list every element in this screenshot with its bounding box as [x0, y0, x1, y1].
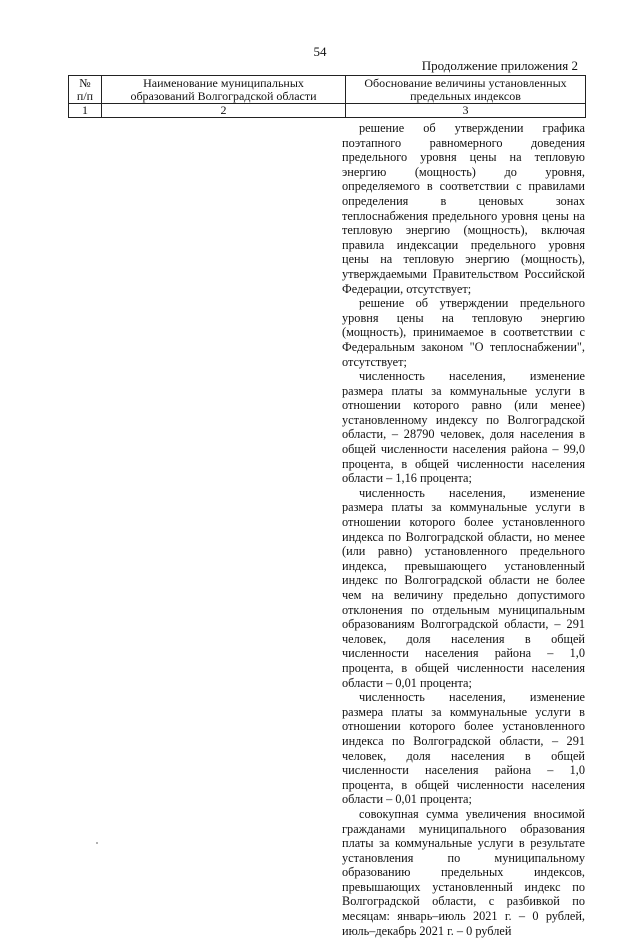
rationale-text — [342, 121, 585, 938]
page-number: 54 — [313, 44, 327, 59]
paragraph-schedule-decision: решение об утверждении графика поэтапного равномерного доведения предельного уровня цены на тепловую энергию (мощность) до уровня, определяемого в соответствии с правилами определения в ценовых зонах теплоснабжения предельного уровня цены на тепловую энергию (мощность), включая правила индексации предельного уровня цены на тепловую энергию (мощность), утверждаемыми Правительством Российской Федерации, отсутствует; — [342, 121, 585, 296]
scan-speck — [96, 842, 98, 844]
paragraph-total-increase: совокупная сумма увеличения вносимой гражданами муниципального образования платы за коммунальные услуги в результате установления по муниципальному образованию предельных индексов, превышающих установленный индекс по Волгоградской области, с разбивкой по месяцам: январь–июль 2021 г. – 0 рублей, июль–декабрь 2021 г. – 0 рублей — [342, 806, 585, 938]
column-header-name: Наименование муниципальных образований Волгоградской области — [102, 76, 346, 104]
column-header-number: № п/п — [69, 76, 102, 104]
paragraph-population-within-index: численность населения, изменение размера платы за коммунальные услуги в отношении которого равно (или менее) установленному индексу по Волгоградской области, – 28790 человек, доля населения в общей численности населения района – 99,0 процента, в общей численности населения области – 1,16 процента; — [342, 369, 585, 486]
paragraph-price-decision: решение об утверждении предельного уровня цены на тепловую энергию (мощность), принимаемое в соответствии с Федеральным законом "О теплоснабжении", отсутствует; — [342, 296, 585, 369]
paragraph-population-above-index: численность населения, изменение размера платы за коммунальные услуги в отношении которого более установленного индекса по Волгоградской области, – 291 человек, доля населения в общей численности населения района – 1,0 процента, в общей численности населения области – 0,01 процента; — [342, 690, 585, 807]
column-number-3: 3 — [346, 104, 586, 118]
column-number-2: 2 — [102, 104, 346, 118]
table-header — [68, 75, 585, 118]
column-header-rationale: Обоснование величины установленных предельных индексов — [346, 76, 586, 104]
continuation-note: Продолжение приложения 2 — [421, 58, 578, 73]
paragraph-population-within-limit: численность населения, изменение размера платы за коммунальные услуги в отношении которого более установленного индекса по Волгоградской области, но менее (или равно) установленного предельного индекса, превышающего установленный индекс по Волгоградской области не более чем на величину предельно допустимого отклонения по отдельным муниципальным образованиям Волгоградской области, – 291 человек, доля населения в общей численности населения района – 1,0 процента, в общей численности населения области – 0,01 процента; — [342, 485, 585, 690]
column-number-1: 1 — [69, 104, 102, 118]
